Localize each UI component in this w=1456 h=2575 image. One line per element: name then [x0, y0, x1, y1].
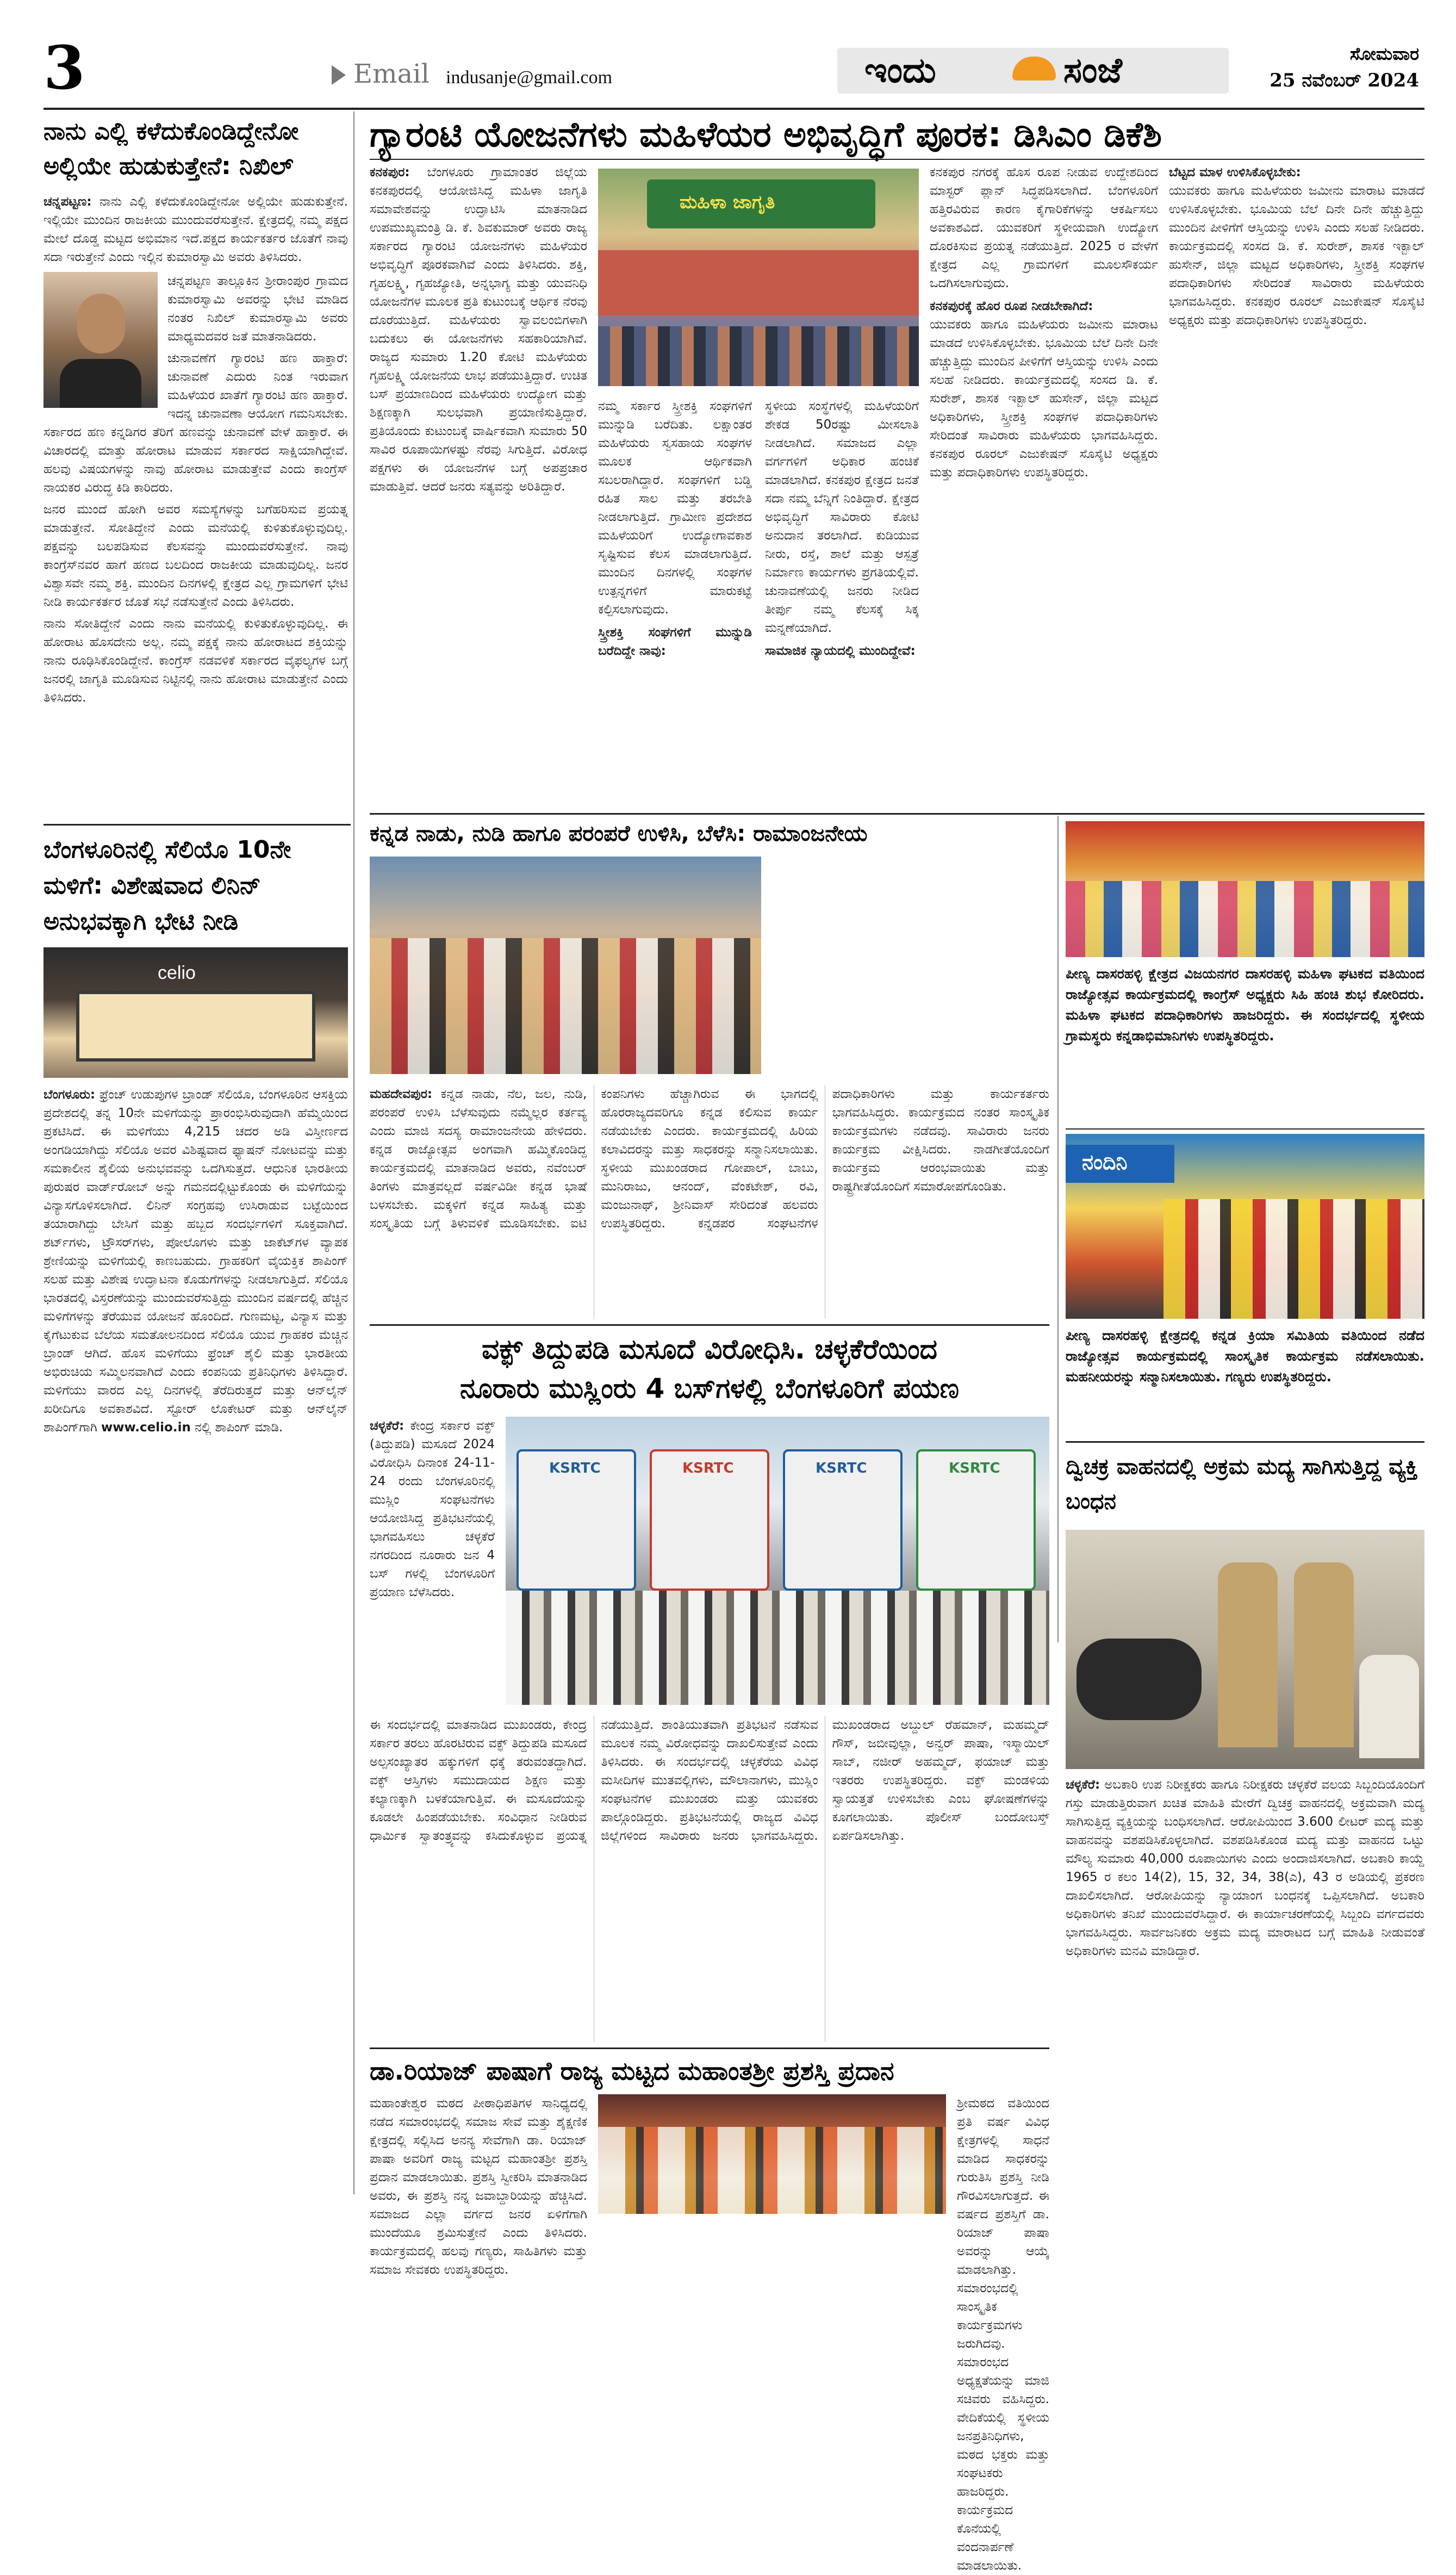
waqf-body: ಈ ಸಂದರ್ಭದಲ್ಲಿ ಮಾತನಾಡಿದ ಮುಖಂಡರು, ಕೇಂದ್ರ ಸರ್ಕಾರ ತರಲು ಹೊರಟಿರುವ ವಕ್ಫ್ ತಿದ್ದುಪಡಿ ಮಸೂದೆ ಅಲ್ಪಸಂಖ್ಯಾತರ ಹಕ್ಕುಗಳಿಗೆ ಧಕ್ಕೆ ತರುವಂತದ್ದಾಗಿದೆ. ವಕ್ಫ್ ಆಸ್ತಿಗಳು ಸಮುದಾಯದ ಶಿಕ್ಷಣ ಮತ್ತು ಕಲ್ಯಾಣಕ್ಕಾಗಿ ಬಳಕೆಯಾಗುತ್ತಿವೆ. ಈ ಮಸೂದೆಯನ್ನು ಕೂಡಲೇ ಹಿಂಪಡೆಯಬೇಕು. ಸಂವಿಧಾನ ನೀಡಿರುವ ಧಾರ್ಮಿಕ ಸ್ವಾತಂತ್ರ್ಯವನ್ನು ಕಸಿದುಕೊಳ್ಳುವ ಪ್ರಯತ್ನ ನಡೆಯುತ್ತಿದೆ. ಶಾಂತಿಯುತವಾಗಿ ಪ್ರತಿಭಟನೆ ನಡೆಸುವ ಮೂಲಕ ನಮ್ಮ ವಿರೋಧವನ್ನು ದಾಖಲಿಸುತ್ತೇವೆ ಎಂದು ತಿಳಿಸಿದರು. ಈ ಸಂದರ್ಭದಲ್ಲಿ ಚಳ್ಳಕೆರೆಯ ವಿವಿಧ ಮಸೀದಿಗಳ ಮುತವಲ್ಲಿಗಳು, ಮೌಲಾನಾಗಳು, ಮುಸ್ಲಿಂ ಸಂಘಟನೆಗಳ ಮುಖಂಡರು ಮತ್ತು ಯುವಕರು ಪಾಲ್ಗೊಂಡಿದ್ದರು. ಪ್ರತಿಭಟನೆಯಲ್ಲಿ ರಾಜ್ಯದ ವಿವಿಧ ಜಿಲ್ಲೆಗಳಿಂದ ಸಾವಿರಾರು ಜನರು ಭಾಗವಹಿಸಿದ್ದರು. ಮುಖಂಡರಾದ ಅಬ್ದುಲ್ ರೆಹಮಾನ್, ಮಹಮ್ಮದ್ ಗೌಸ್, ಜಬೀವುಲ್ಲಾ, ಅನ್ವರ್ ಪಾಷಾ, ಇಸ್ಮಾಯಿಲ್ ಸಾಬ್, ನಜೀರ್ ಅಹಮ್ಮದ್, ಫಯಾಜ್ ಮತ್ತು ಇತರರು ಉಪಸ್ಥಿತರಿದ್ದರು. ವಕ್ಫ್ ಮಂಡಳಿಯ ಸ್ವಾಯತ್ತತೆ ಉಳಿಸಬೇಕು ಎಂಬ ಘೋಷಣೆಗಳನ್ನು ಕೂಗಲಾಯಿತು. ಪೊಲೀಸ್ ಬಂದೋಬಸ್ತ್ ಏರ್ಪಡಿಸಲಾಗಿತ್ತು.: [370, 1718, 1049, 1843]
guarantee-stage: [598, 250, 919, 315]
guarantee-subhead3: ಕನಕಪುರಕ್ಕೆ ಹೊರ ರೂಪ ನೀಡಬೇಕಾಗಿದೆ:: [930, 299, 1093, 313]
guarantee-banner-text: ಮಹಿಳಾ ಜಾಗೃತಿ: [680, 191, 775, 213]
guarantee-headline: ಗ್ಯಾರಂಟಿ ಯೋಜನೆಗಳು ಮಹಿಳೆಯರ ಅಭಿವೃದ್ಧಿಗೆ ಪೂರಕ: ಡಿಸಿಎಂ ಡಿಕೆಶಿ: [370, 115, 1162, 155]
nikhil-para3: ಜನರ ಮುಂದೆ ಹೋಗಿ ಅವರ ಸಮಸ್ಯೆಗಳನ್ನು ಬಗೆಹರಿಸುವ ಪ್ರಯತ್ನ ಮಾಡುತ್ತೇನೆ. ಸೋತಿದ್ದೇನೆ ಎಂದು ಮನೆಯಲ್ಲಿ ಕುಳಿತುಕೊಳ್ಳುವುದಿಲ್ಲ. ಪಕ್ಷವನ್ನು ಬಲಪಡಿಸುವ ಕೆಲಸವನ್ನು ಮುಂದುವರೆಸುತ್ತೇನೆ. ನಾವು ಕಾಂಗ್ರೆಸ್‌ನವರ ಹಾಗೆ ಹಣದ ಬಲದಿಂದ ರಾಜಕೀಯ ಮಾಡುವುದಿಲ್ಲ. ಜನರ ವಿಶ್ವಾಸವೇ ನಮ್ಮ ಶಕ್ತಿ. ಮುಂದಿನ ದಿನಗಳಲ್ಲಿ ಕ್ಷೇತ್ರದ ಎಲ್ಲ ಗ್ರಾಮಗಳಿಗೆ ಭೇಟಿ ನೀಡಿ ಕಾರ್ಯಕರ್ತರ ಜೊತೆ ಸಭೆ ನಡೆಸುತ್ತೇನೆ ಎಂದು ತಿಳಿಸಿದರು.: [43, 502, 348, 609]
ramanjaneya-body-text: ಕನ್ನಡ ನಾಡು, ನೆಲ, ಜಲ, ನುಡಿ, ಪರಂಪರೆ ಉಳಿಸಿ ಬೆಳೆಸುವುದು ನಮ್ಮೆಲ್ಲರ ಕರ್ತವ್ಯ ಎಂದು ಮಾಜಿ ಸದಸ್ಯ ರಾಮಾಂಜನೇಯ ಹೇಳಿದರು. ಕನ್ನಡ ರಾಜ್ಯೋತ್ಸವ ಅಂಗವಾಗಿ ಹಮ್ಮಿಕೊಂಡಿದ್ದ ಕಾರ್ಯಕ್ರಮದಲ್ಲಿ ಮಾತನಾಡಿದ ಅವರು, ನವೆಂಬರ್ ತಿಂಗಳು ಮಾತ್ರವಲ್ಲದೆ ವರ್ಷವಿಡೀ ಕನ್ನಡ ಭಾಷೆ ಬಳಸಬೇಕು. ಮಕ್ಕಳಿಗೆ ಕನ್ನಡ ಸಾಹಿತ್ಯ ಮತ್ತು ಸಂಸ್ಕೃತಿಯ ಬಗ್ಗೆ ತಿಳುವಳಿಕೆ ಮೂಡಿಸಬೇಕು. ಐಟಿ ಕಂಪನಿಗಳು ಹೆಚ್ಚಾಗಿರುವ ಈ ಭಾಗದಲ್ಲಿ ಹೊರರಾಜ್ಯದವರಿಗೂ ಕನ್ನಡ ಕಲಿಸುವ ಕಾರ್ಯ ನಡೆಯಬೇಕು ಎಂದರು. ಕಾರ್ಯಕ್ರಮದಲ್ಲಿ ಹಿರಿಯ ಕಲಾವಿದರನ್ನು ಮತ್ತು ಸಾಧಕರನ್ನು ಸನ್ಮಾನಿಸಲಾಯಿತು. ಸ್ಥಳೀಯ ಮುಖಂಡರಾದ ಗೋಪಾಲ್, ಬಾಬು, ಮುನಿರಾಜು, ಆನಂದ್, ವೆಂಕಟೇಶ್, ರವಿ, ಮಂಜುನಾಥ್, ಶ್ರೀನಿವಾಸ್ ಸೇರಿದಂತೆ ಹಲವರು ಉಪಸ್ಥಿತರಿದ್ದರು. ಕನ್ನಡಪರ ಸಂಘಟನೆಗಳ ಪದಾಧಿಕಾರಿಗಳು ಮತ್ತು ಕಾರ್ಯಕರ್ತರು ಭಾಗವಹಿಸಿದ್ದರು. ಕಾರ್ಯಕ್ರಮದ ನಂತರ ಸಾಂಸ್ಕೃತಿಕ ಕಾರ್ಯಕ್ರಮಗಳು ನಡೆದವು. ಸಾವಿರಾರು ಜನರು ಕಾರ್ಯಕ್ರಮ ವೀಕ್ಷಿಸಿದರು. ನಾಡಗೀತೆಯೊಂದಿಗೆ ಕಾರ್ಯಕ್ರಮ ಆರಂಭವಾಯಿತು ಮತ್ತು ರಾಷ್ಟ್ರಗೀತೆಯೊಂದಿಗೆ ಸಮಾರೋಪಗೊಂಡಿತು.: [370, 1087, 1049, 1231]
guarantee-col2-text: ನಮ್ಮ ಸರ್ಕಾರ ಸ್ತ್ರೀಶಕ್ತಿ ಸಂಘಗಳಿಗೆ ಮುನ್ನುಡಿ ಬರೆದಿತು. ಲಕ್ಷಾಂತರ ಮಹಿಳೆಯರು ಸ್ವಸಹಾಯ ಸಂಘಗಳ ಮೂಲಕ ಆರ್ಥಿಕವಾಗಿ ಸಬಲರಾಗಿದ್ದಾರೆ. ಸಂಘಗಳಿಗೆ ಬಡ್ಡಿ ರಹಿತ ಸಾಲ ಮತ್ತು ತರಬೇತಿ ನೀಡಲಾಗುತ್ತಿದೆ. ಗ್ರಾಮೀಣ ಪ್ರದೇಶದ ಮಹಿಳೆಯರಿಗೆ ಉದ್ಯೋಗಾವಕಾಶ ಸೃಷ್ಟಿಸುವ ಕೆಲಸ ಮಾಡಲಾಗುತ್ತಿದೆ. ಮುಂದಿನ ದಿನಗಳಲ್ಲಿ ಸಂಘಗಳ ಉತ್ಪನ್ನಗಳಿಗೆ ಮಾರುಕಟ್ಟೆ ಕಲ್ಪಿಸಲಾಗುವುದು.: [598, 399, 752, 617]
celio-url[interactable]: www.celio.in: [101, 1420, 191, 1435]
celio-store-sign: celio: [158, 963, 196, 983]
arrest-bike: [1077, 1639, 1202, 1720]
waqf-story: [370, 1330, 1049, 2047]
masthead-date: 25 ನವೆಂಬರ್ 2024: [1270, 70, 1419, 91]
nikhil-para2: ಚುನಾವಣೆಗೆ ಗ್ಯಾರಂಟಿ ಹಣ ಹಾಕ್ತಾರೆ: ಚುನಾವಣೆ ಎದುರು ನಿಂತ ಇರುವಾಗ ಮಹಿಳೆಯರ ಖಾತೆಗೆ ಗ್ಯಾರಂಟಿ ಹಣ ಹಾಕ್ತಾರೆ. ಇದನ್ನ ಚುನಾವಣಾ ಆಯೋಗ ಗಮನಿಸಬೇಕು. ಸರ್ಕಾರದ ಹಣ ಕನ್ನಡಿಗರ ತೆರಿಗೆ ಹಣವನ್ನು ಚುನಾವಣೆ ವೇಳೆ ಹಾಕ್ತಾರೆ. ಈ ವಿಚಾರದಲ್ಲಿ ಮಾತ್ತು ಹೋರಾಟ ಮಾಡುವ ಸರ್ಕಾರದ ಸಾಕ್ಷಿಯಾಗಿದ್ದೇವೆ. ಹಲವು ವಿಷಯಗಳನ್ನು ನಾವು ಹೋರಾಟ ಮಾಡುತ್ತೇವೆ ಎಂದು ಕಾಂಗ್ರೆಸ್ ನಾಯಕರ ವಿರುದ್ಧ ಕಿಡಿ ಕಾರಿದರು.: [43, 351, 348, 495]
nikhil-portrait-photo: [43, 272, 158, 408]
celio-story: [43, 832, 348, 2181]
ramanjaneya-photo: [370, 857, 761, 1074]
award-story: [370, 2053, 1049, 2573]
arrest-headline: ದ್ವಿಚಕ್ರ ವಾಹನದಲ್ಲಿ ಅಕ್ರಮ ಮದ್ಯ ಸಾಗಿಸುತ್ತಿದ್ದ ವ್ಯಕ್ತಿ ಬಂಧನ: [1066, 1454, 1418, 1514]
waqf-lead-text: ಕೇಂದ್ರ ಸರ್ಕಾರ ವಕ್ಫ್ (ತಿದ್ದುಪಡಿ) ಮಸೂದೆ 2024 ವಿರೋಧಿಸಿ ದಿನಾಂಕ 24-11-24 ರಂದು ಬೆಂಗಳೂರಿನಲ್ಲಿ ಮುಸ್ಲಿಂ ಸಂಘಟನೆಗಳು ಆಯೋಜಿಸಿದ್ದ ಪ್ರತಿಭಟನೆಯಲ್ಲಿ ಭಾಗವಹಿಸಲು ಚಳ್ಳಕೆರೆ ನಗರದಿಂದ ನೂರಾರು ಜನ 4 ಬಸ್ ಗಳಲ್ಲಿ ಬೆಂಗಳೂರಿಗೆ ಪ್ರಯಾಣ ಬೆಳೆಸಿದರು.: [370, 1419, 495, 1599]
arrest-officer-1: [1218, 1562, 1278, 1747]
guarantee-col3: [930, 163, 1158, 810]
celio-url-suffix: ನಲ್ಲಿ ಶಾಪಿಂಗ್ ಮಾಡಿ.: [190, 1420, 283, 1435]
dasarahalli-photo: [1066, 821, 1424, 957]
arrest-dateline: ಚಳ್ಳಕೆರೆ:: [1066, 1778, 1100, 1792]
ramanjaneya-dateline: ಮಹದೇವಪುರ:: [370, 1087, 433, 1101]
ramanjaneya-story: [370, 818, 1049, 1321]
waqf-headline-line1: ವಕ್ಫ್ ತಿದ್ದುಪಡಿ ಮಸೂದೆ ವಿರೋಧಿಸಿ. ಚಳ್ಳಕೆರೆಯಿಂದ: [482, 1333, 937, 1365]
arrest-photo: [1066, 1530, 1424, 1769]
dasarahalli-caption: ಪೀಣ್ಯ ದಾಸರಹಳ್ಳಿ ಕ್ಷೇತ್ರದ ವಿಜಯನಗರ ದಾಸರಹಳ್ಳಿ ಮಹಿಳಾ ಘಟಕದ ವತಿಯಿಂದ ರಾಜ್ಯೋತ್ಸವ ಕಾರ್ಯಕ್ರಮದಲ್ಲಿ ಕಾಂಗ್ರೆಸ್ ಅಧ್ಯಕ್ಷರು ಸಿಹಿ ಹಂಚಿ ಶುಭ ಕೋರಿದರು. ಮಹಿಳಾ ಘಟಕದ ಪದಾಧಿಕಾರಿಗಳು ಹಾಜರಿದ್ದರು. ಈ ಸಂದರ್ಭದಲ್ಲಿ ಸ್ಥಳೀಯ ಗ್ರಾಮಸ್ಥರು ಕನ್ನಡಾಭಿಮಾನಿಗಳು ಉಪಸ್ಥಿತರಿದ್ದರು.: [1066, 966, 1424, 1044]
arrest-story: [1066, 1449, 1424, 2200]
left-column-divider: [353, 111, 354, 2194]
arrest-accused: [1359, 1655, 1419, 1758]
guarantee-bottom-rule: [370, 813, 1424, 815]
celio-store-window: [76, 991, 315, 1062]
paper-name-right: ಸಂಜೆ: [1063, 51, 1122, 91]
nandini-caption: ಪೀಣ್ಯ ದಾಸರಹಳ್ಳಿ ಕ್ಷೇತ್ರದಲ್ಲಿ ಕನ್ನಡ ಕ್ರಿಯಾ ಸಮಿತಿಯ ವತಿಯಿಂದ ನಡೆದ ರಾಜ್ಯೋತ್ಸವ ಕಾರ್ಯಕ್ರಮದಲ್ಲಿ ಸಾಂಸ್ಕೃತಿಕ ಕಾರ್ಯಕ್ರಮ ನಡೆಸಲಾಯಿತು. ಮಹನೀಯರನ್ನು ಸನ್ಮಾನಿಸಲಾಯಿತು. ಗಣ್ಯರು ಉಪಸ್ಥಿತರಿದ್ದರು.: [1066, 1327, 1424, 1385]
guarantee-story: [370, 163, 1424, 810]
right-column-divider: [1057, 816, 1059, 1642]
celio-body-text: ಫ್ರೆಂಚ್ ಉಡುಪುಗಳ ಬ್ರಾಂಡ್ ಸೆಲಿಯೊ, ಬೆಂಗಳೂರಿನ ಆಸಕ್ತಿಯ ಪ್ರದೇಶದಲ್ಲಿ ತನ್ನ 10ನೇ ಮಳಿಗೆಯನ್ನು ಪ್ರಾರಂಭಿಸಿರುವುದಾಗಿ ಹೆಮ್ಮೆಯಿಂದ ಪ್ರಕಟಿಸಿದೆ. ಈ ಮಳಿಗೆಯು 4,215 ಚದರ ಅಡಿ ವಿಸ್ತೀರ್ಣದ ಅಂಗಡಿಯಾಗಿದ್ದು ಸೆಲಿಯೊ ಅವರ ವಿಶಿಷ್ಟವಾದ ಫ್ಯಾಷನ್ ನೋಟವನ್ನು ಮತ್ತು ಸಮಕಾಲೀನ ಶೈಲಿಯ ಅನುಭವವನ್ನು ಒದಗಿಸುತ್ತದೆ. ಆಧುನಿಕ ಭಾರತೀಯ ಪುರುಷರ ವಾರ್ಡ್‌ರೋಬ್ ಅನ್ನು ಗಮನದಲ್ಲಿಟ್ಟುಕೊಂಡು ಈ ಮಳಿಗೆಯನ್ನು ವಿನ್ಯಾಸಗೊಳಿಸಲಾಗಿದೆ. ಲಿನಿನ್ ಸಂಗ್ರಹವು ಉಸಿರಾಡುವ ಬಟ್ಟೆಯಿಂದ ತಯಾರಾಗಿದ್ದು ಬೇಸಿಗೆ ಮತ್ತು ಹಬ್ಬದ ಸಂದರ್ಭಗಳಿಗೆ ಸೂಕ್ತವಾಗಿದೆ. ಶರ್ಟ್‌ಗಳು, ಟ್ರೌಸರ್‌ಗಳು, ಪೋಲೊಗಳು ಮತ್ತು ಜಾಕೆಟ್‌ಗಳ ವ್ಯಾಪಕ ಶ್ರೇಣಿಯನ್ನು ಮಳಿಗೆಯಲ್ಲಿ ಕಾಣಬಹುದು. ಗ್ರಾಹಕರಿಗೆ ವೈಯಕ್ತಿಕ ಶಾಪಿಂಗ್ ಸಲಹೆ ಮತ್ತು ವಿಶೇಷ ಉದ್ಘಾಟನಾ ಕೊಡುಗೆಗಳನ್ನು ನೀಡಲಾಗುತ್ತಿದೆ. ಸೆಲಿಯೊ ಭಾರತದಲ್ಲಿ ವಿಸ್ತರಣೆಯನ್ನು ಮುಂದುವರೆಸುತ್ತಿದ್ದು ಮುಂದಿನ ವರ್ಷದಲ್ಲಿ ಹೆಚ್ಚಿನ ಮಳಿಗೆಗಳನ್ನು ತೆರೆಯುವ ಯೋಜನೆ ಹೊಂದಿದೆ. ಗುಣಮಟ್ಟ, ವಿನ್ಯಾಸ ಮತ್ತು ಕೈಗೆಟುಕುವ ಬೆಲೆಯ ಸಮತೋಲನದಿಂದ ಸೆಲಿಯೊ ಯುವ ಗ್ರಾಹಕರ ಮೆಚ್ಚಿನ ಬ್ರಾಂಡ್ ಆಗಿದೆ. ಹೊಸ ಮಳಿಗೆಯು ಫ್ರೆಂಚ್ ಶೈಲಿ ಮತ್ತು ಭಾರತೀಯ ಅಭಿರುಚಿಯ ಸಮ್ಮಿಲನವಾಗಿದೆ ಎಂದು ಕಂಪನಿಯ ಪ್ರತಿನಿಧಿಗಳು ತಿಳಿಸಿದ್ದಾರೆ. ಮಳಿಗೆಯು ವಾರದ ಎಲ್ಲ ದಿನಗಳಲ್ಲಿ ತೆರೆದಿರುತ್ತದೆ ಮತ್ತು ಆನ್‌ಲೈನ್ ಖರೀದಿಗೂ ಅವಕಾಶವಿದೆ. ಸ್ಟೋರ್ ಲೊಕೇಟರ್ ಮತ್ತು ಆನ್‌ಲೈನ್ ಶಾಪಿಂಗ್‌ಗಾಗಿ: [43, 1088, 349, 1435]
guarantee-photo: [598, 169, 919, 386]
bus-label-4: KSRTC: [949, 1460, 1000, 1476]
guarantee-col4: [1169, 163, 1424, 810]
bus-label-3: KSRTC: [816, 1460, 867, 1476]
bus-label-2: KSRTC: [682, 1460, 734, 1476]
nandini-bottom-rule: [1066, 1441, 1424, 1443]
dasarahalli-people: [1066, 881, 1424, 957]
masthead-rule: [43, 108, 1424, 110]
arrest-officer-2: [1294, 1562, 1354, 1747]
guarantee-dateline: ಕನಕಪುರ:: [370, 165, 410, 179]
nikhil-para4: ನಾನು ಸೋತಿದ್ದೇನೆ ಎಂದು ನಾನು ಮನೆಯಲ್ಲಿ ಕುಳಿತುಕೊಳ್ಳುವುದಿಲ್ಲ. ಈ ಹೋರಾಟ ಹೊಸದೇನು ಅಲ್ಲ. ನಮ್ಮ ಪಕ್ಷಕ್ಕೆ ನಾನು ಹೋರಾಟದ ಶಕ್ತಿಯನ್ನು ನಾನು ರೂಢಿಸಿಕೊಂಡಿದ್ದೇನೆ. ಕಾಂಗ್ರೆಸ್ ನಡವಳಿಕೆ ಸರ್ಕಾರದ ವೈಫಲ್ಯಗಳ ಬಗ್ಗೆ ಜನರಲ್ಲಿ ಜಾಗೃತಿ ಮೂಡಿಸುವ ನಿಟ್ಟಿನಲ್ಲಿ ನಾನು ಹೋರಾಟ ಮಾಡುತ್ತೇನೆ ಎಂದು ತಿಳಿಸಿದರು.: [43, 617, 348, 705]
guarantee-subhead4: ಬೆಟ್ಟದ ಮಾಳ ಉಳಿಸಿಕೊಳ್ಳಬೇಕು:: [1169, 165, 1301, 179]
nikhil-lead-text: ನಾನು ಎಲ್ಲಿ ಕಳೆದುಕೊಂಡಿದ್ದೇನೋ ಅಲ್ಲಿಯೇ ಹುಡುಕುತ್ತೇನೆ. ಇಲ್ಲಿಯೇ ಮುಂದಿನ ರಾಜಕೀಯ ಮುಂದುವರೆಸುತ್ತೇನೆ. ಕ್ಷೇತ್ರದಲ್ಲಿ ನಮ್ಮ ಪಕ್ಷದ ಮೇಲೆ ದೊಡ್ಡ ಮಟ್ಟದ ಅಭಿಮಾನ ಇದೆ.ಪಕ್ಷದ ಕಾರ್ಯಕರ್ತರ ಜೊತೆಗೆ ನಾವು ಸದಾ ಇರುತ್ತೇನೆ ಎಂದು ಇಲ್ಲಿನ ಕುಮಾರಸ್ವಾಮಿ ಅವರು ತಿಳಿಸಿದರು.: [43, 195, 348, 264]
waqf-headline-line2: ನೂರಾರು ಮುಸ್ಲಿಂರು 4 ಬಸ್‌ಗಳಲ್ಲಿ ಬೆಂಗಳೂರಿಗೆ ಪಯಣ: [460, 1373, 959, 1404]
page-number: 3: [43, 33, 85, 103]
guarantee-col5-text: ಯುವಕರು ಹಾಗೂ ಮಹಿಳೆಯರು ಜಮೀನು ಮಾರಾಟ ಮಾಡದೆ ಉಳಿಸಿಕೊಳ್ಳಬೇಕು. ಭೂಮಿಯ ಬೆಲೆ ದಿನೇ ದಿನೇ ಹೆಚ್ಚುತ್ತಿದ್ದು ಮುಂದಿನ ಪೀಳಿಗೆಗೆ ಆಸ್ತಿಯನ್ನು ಉಳಿಸಿ ಎಂದು ಸಲಹೆ ನೀಡಿದರು. ಕಾರ್ಯಕ್ರಮದಲ್ಲಿ ಸಂಸದ ಡಿ. ಕೆ. ಸುರೇಶ್, ಶಾಸಕ ಇಕ್ಬಾಲ್ ಹುಸೇನ್, ಜಿಲ್ಲಾ ಮಟ್ಟದ ಅಧಿಕಾರಿಗಳು, ಸ್ತ್ರೀಶಕ್ತಿ ಸಂಘಗಳ ಪದಾಧಿಕಾರಿಗಳು ಸೇರಿದಂತೆ ಸಾವಿರಾರು ಮಹಿಳೆಯರು ಭಾಗವಹಿಸಿದ್ದರು. ಕನಕಪುರ ರೂರಲ್ ಎಜುಕೇಷನ್ ಸೊಸೈಟಿ ಅಧ್ಯಕ್ಷರು ಮತ್ತು ಪದಾಧಿಕಾರಿಗಳು ಉಪಸ್ಥಿತರಿದ್ದರು.: [1169, 184, 1424, 327]
nikhil-bottom-rule: [43, 824, 351, 826]
masthead-weekday: ಸೋಮವಾರ: [1349, 44, 1419, 64]
nikhil-headline: ನಾನು ಎಲ್ಲಿ ಕಳೆದುಕೊಂಡಿದ್ದೇನೋ ಅಲ್ಲಿಯೇ ಹುಡುಕುತ್ತೇನೆ: ನಿಖಿಲ್: [43, 117, 299, 180]
waqf-crowd: [506, 1591, 1049, 1705]
guarantee-col1-text: ಬೆಂಗಳೂರು ಗ್ರಾಮಾಂತರ ಜಿಲ್ಲೆಯ ಕನಕಪುರದಲ್ಲಿ ಆಯೋಜಿಸಿದ್ದ ಮಹಿಳಾ ಜಾಗೃತಿ ಸಮಾವೇಶವನ್ನು ಉದ್ಘಾಟಿಸಿ ಮಾತನಾಡಿದ ಉಪಮುಖ್ಯಮಂತ್ರಿ ಡಿ. ಕೆ. ಶಿವಕುಮಾರ್ ಅವರು ರಾಜ್ಯ ಸರ್ಕಾರದ ಗ್ಯಾರಂಟಿ ಯೋಜನೆಗಳು ಮಹಿಳೆಯರ ಅಭಿವೃದ್ಧಿಗೆ ಪೂರಕವಾಗಿವೆ ಎಂದು ತಿಳಿಸಿದರು. ಶಕ್ತಿ, ಗೃಹಲಕ್ಷ್ಮಿ, ಗೃಹಜ್ಯೋತಿ, ಅನ್ನಭಾಗ್ಯ ಮತ್ತು ಯುವನಿಧಿ ಯೋಜನೆಗಳ ಮೂಲಕ ಪ್ರತಿ ಕುಟುಂಬಕ್ಕೆ ಆರ್ಥಿಕ ನೆರವು ದೊರೆಯುತ್ತಿದೆ. ಮಹಿಳೆಯರು ಸ್ವಾವಲಂಬಿಗಳಾಗಿ ಬದುಕಲು ಈ ಯೋಜನೆಗಳು ಸಹಕಾರಿಯಾಗಿವೆ. ರಾಜ್ಯದ ಸುಮಾರು 1.20 ಕೋಟಿ ಮಹಿಳೆಯರು ಗೃಹಲಕ್ಷ್ಮಿ ಯೋಜನೆಯ ಲಾಭ ಪಡೆಯುತ್ತಿದ್ದಾರೆ. ಉಚಿತ ಬಸ್ ಪ್ರಯಾಣದಿಂದ ಮಹಿಳೆಯರು ಉದ್ಯೋಗ ಮತ್ತು ಶಿಕ್ಷಣಕ್ಕಾಗಿ ಸುಲಭವಾಗಿ ಪ್ರಯಾಣಿಸುತ್ತಿದ್ದಾರೆ. ಪ್ರತಿಯೊಂದು ಕುಟುಂಬಕ್ಕೆ ವಾರ್ಷಿಕವಾಗಿ ಸುಮಾರು 50 ಸಾವಿರ ರೂಪಾಯಿಗಳಷ್ಟು ನೆರವು ಸಿಗುತ್ತಿದೆ. ವಿರೋಧ ಪಕ್ಷಗಳು ಈ ಯೋಜನೆಗಳ ಬಗ್ಗೆ ಅಪಪ್ರಚಾರ ಮಾಡುತ್ತಿವೆ. ಆದರೆ ಜನರು ಸತ್ಯವನ್ನು ಅರಿತಿದ್ದಾರೆ.: [370, 165, 587, 494]
ramanjaneya-body: [370, 1085, 1049, 1319]
email-address: indusanje@gmail.com: [446, 67, 613, 88]
nandini-story: [1066, 1134, 1424, 1438]
award-people: [598, 2127, 946, 2214]
nikhil-dateline: ಚನ್ನಪಟ್ಟಣ:: [43, 195, 92, 209]
waqf-lead: [370, 1417, 495, 1710]
celio-store-photo: [43, 947, 348, 1078]
ramanjaneya-headline: ಕನ್ನಡ ನಾಡು, ನುಡಿ ಹಾಗೂ ಪರಂಪರೆ ಉಳಿಸಿ, ಬೆಳೆಸಿ: ರಾಮಾಂಜನೇಯ: [370, 821, 868, 846]
celio-body: [43, 1085, 348, 2200]
nandini-sign: ನಂದಿನಿ: [1082, 1150, 1128, 1174]
bus-label-1: KSRTC: [549, 1460, 601, 1476]
award-photo: [598, 2094, 946, 2214]
award-col-left: ಮಹಾಂತೇಶ್ವರ ಮಠದ ಪೀಠಾಧಿಪತಿಗಳ ಸಾನಿಧ್ಯದಲ್ಲಿ ನಡೆದ ಸಮಾರಂಭದಲ್ಲಿ ಸಮಾಜ ಸೇವೆ ಮತ್ತು ಶೈಕ್ಷಣಿಕ ಕ್ಷೇತ್ರದಲ್ಲಿ ಸಲ್ಲಿಸಿದ ಅನನ್ಯ ಸೇವೆಗಾಗಿ ಡಾ. ರಿಯಾಜ್ ಪಾಷಾ ಅವರಿಗೆ ರಾಜ್ಯ ಮಟ್ಟದ ಮಹಾಂತಶ್ರೀ ಪ್ರಶಸ್ತಿ ಪ್ರದಾನ ಮಾಡಲಾಯಿತು. ಪ್ರಶಸ್ತಿ ಸ್ವೀಕರಿಸಿ ಮಾತನಾಡಿದ ಅವರು, ಈ ಪ್ರಶಸ್ತಿ ನನ್ನ ಜವಾಬ್ದಾರಿಯನ್ನು ಹೆಚ್ಚಿಸಿದೆ. ಸಮಾಜದ ಎಲ್ಲಾ ವರ್ಗದ ಜನರ ಏಳಿಗೆಗಾಗಿ ಮುಂದೆಯೂ ಶ್ರಮಿಸುತ್ತೇನೆ ಎಂದು ತಿಳಿಸಿದರು. ಕಾರ್ಯಕ್ರಮದಲ್ಲಿ ಹಲವು ಗಣ್ಯರು, ಸಾಹಿತಿಗಳು ಮತ್ತು ಸಮಾಜ ಸೇವಕರು ಉಪಸ್ಥಿತರಿದ್ದರು.: [370, 2096, 587, 2277]
ramanjaneya-crowd: [370, 938, 761, 1074]
email-arrow-icon: [332, 65, 346, 85]
nikhil-para1: ಚನ್ನಪಟ್ಟಣ ತಾಲ್ಲೂಕಿನ ಶ್ರೀರಾಂಪುರ ಗ್ರಾಮದ ಕುಮಾರಸ್ವಾಮಿ ಅವರನ್ನು ಭೇಟಿ ಮಾಡಿದ ನಂತರ ನಿಖಿಲ್ ಕುಮಾರಸ್ವಾಮಿ ಅವರು ಮಾಧ್ಯಮದವರ ಜತೆ ಮಾತನಾಡಿದರು.: [167, 274, 348, 344]
arrest-body: [1066, 1776, 1424, 2194]
dasarahalli-bottom-rule: [1066, 1128, 1424, 1130]
portrait-shirt: [60, 359, 141, 408]
guarantee-headline-rule: [370, 159, 1424, 160]
nikhil-story: [43, 114, 348, 821]
guarantee-audience: [598, 326, 919, 386]
ramanjaneya-side-text: [772, 857, 1049, 1074]
guarantee-subhead1: ಸ್ತ್ರೀಶಕ್ತಿ ಸಂಘಗಳಿಗೆ ಮುನ್ನುಡಿ ಬರೆದಿದ್ದೇ ನಾವು:: [598, 625, 752, 658]
paper-name-left: ಇಂದು: [864, 51, 936, 91]
masthead: [0, 0, 1456, 103]
portrait-face: [77, 294, 125, 353]
waqf-dateline: ಚಳ್ಳಕೆರೆ:: [370, 1419, 405, 1433]
nikhil-lead: [43, 193, 348, 266]
nandini-photo: [1066, 1134, 1424, 1319]
waqf-bus-photo: [506, 1417, 1049, 1705]
guarantee-col4-text: ಕನಕಪುರ ನಗರಕ್ಕೆ ಹೊಸ ರೂಪ ನೀಡುವ ಉದ್ದೇಶದಿಂದ ಮಾಸ್ಟರ್ ಪ್ಲಾನ್ ಸಿದ್ಧಪಡಿಸಲಾಗಿದೆ. ಬೆಂಗಳೂರಿಗೆ ಹತ್ತಿರವಿರುವ ಕಾರಣ ಕೈಗಾರಿಕೆಗಳನ್ನು ಆಕರ್ಷಿಸಲು ಅವಕಾಶವಿದೆ. ಯುವಕರಿಗೆ ಸ್ಥಳೀಯವಾಗಿ ಉದ್ಯೋಗ ದೊರಕಿಸುವ ಪ್ರಯತ್ನ ನಡೆಯುತ್ತಿದೆ. 2025 ರ ವೇಳೆಗೆ ಕ್ಷೇತ್ರದ ಎಲ್ಲ ಗ್ರಾಮಗಳಿಗೆ ಮೂಲಸೌಕರ್ಯ ಒದಗಿಸಲಾಗುವುದು.: [930, 165, 1158, 290]
dasarahalli-story: [1066, 821, 1424, 1126]
guarantee-col1: [370, 163, 587, 810]
ramanjaneya-bottom-rule: [370, 1324, 1049, 1326]
guarantee-col4b-text: ಯುವಕರು ಹಾಗೂ ಮಹಿಳೆಯರು ಜಮೀನು ಮಾರಾಟ ಮಾಡದೆ ಉಳಿಸಿಕೊಳ್ಳಬೇಕು. ಭೂಮಿಯ ಬೆಲೆ ದಿನೇ ದಿನೇ ಹೆಚ್ಚುತ್ತಿದ್ದು ಮುಂದಿನ ಪೀಳಿಗೆಗೆ ಆಸ್ತಿಯನ್ನು ಉಳಿಸಿ ಎಂದು ಸಲಹೆ ನೀಡಿದರು. ಕಾರ್ಯಕ್ರಮದಲ್ಲಿ ಸಂಸದ ಡಿ. ಕೆ. ಸುರೇಶ್, ಶಾಸಕ ಇಕ್ಬಾಲ್ ಹುಸೇನ್, ಜಿಲ್ಲಾ ಮಟ್ಟದ ಅಧಿಕಾರಿಗಳು, ಸ್ತ್ರೀಶಕ್ತಿ ಸಂಘಗಳ ಪದಾಧಿಕಾರಿಗಳು ಸೇರಿದಂತೆ ಸಾವಿರಾರು ಮಹಿಳೆಯರು ಭಾಗವಹಿಸಿದ್ದರು. ಕನಕಪುರ ರೂರಲ್ ಎಜುಕೇಷನ್ ಸೊಸೈಟಿ ಅಧ್ಯಕ್ಷರು ಮತ್ತು ಪದಾಧಿಕಾರಿಗಳು ಉಪಸ್ಥಿತರಿದ್ದರು.: [930, 318, 1158, 480]
guarantee-col2-block: [598, 397, 919, 810]
guarantee-subhead2: ಸಾಮಾಜಿಕ ನ್ಯಾಯದಲ್ಲಿ ಮುಂದಿದ್ದೇವೆ:: [765, 644, 916, 658]
guarantee-col3-text: ಸ್ಥಳೀಯ ಸಂಸ್ಥೆಗಳಲ್ಲಿ ಮಹಿಳೆಯರಿಗೆ ಶೇಕಡ 50ರಷ್ಟು ಮೀಸಲಾತಿ ನೀಡಲಾಗಿದೆ. ಸಮಾಜದ ಎಲ್ಲಾ ವರ್ಗಗಳಿಗೆ ಅಧಿಕಾರ ಹಂಚಿಕೆ ಮಾಡಲಾಗಿದೆ. ಕನಕಪುರ ಕ್ಷೇತ್ರದ ಜನತೆ ಸದಾ ನಮ್ಮ ಬೆನ್ನಿಗೆ ನಿಂತಿದ್ದಾರೆ. ಕ್ಷೇತ್ರದ ಅಭಿವೃದ್ಧಿಗೆ ಸಾವಿರಾರು ಕೋಟಿ ಅನುದಾನ ತರಲಾಗಿದೆ. ಕುಡಿಯುವ ನೀರು, ರಸ್ತೆ, ಶಾಲೆ ಮತ್ತು ಆಸ್ಪತ್ರೆ ನಿರ್ಮಾಣ ಕಾರ್ಯಗಳು ಪ್ರಗತಿಯಲ್ಲಿವೆ. ಚುನಾವಣೆಯಲ್ಲಿ ಜನರು ನೀಡಿದ ತೀರ್ಪು ನಮ್ಮ ಕೆಲಸಕ್ಕೆ ಸಿಕ್ಕ ಮನ್ನಣೆಯಾಗಿದೆ.: [765, 399, 919, 635]
celio-headline: ಬೆಂಗಳೂರಿನಲ್ಲಿ ಸೆಲಿಯೊ 10ನೇ ಮಳಿಗೆ: ವಿಶೇಷವಾದ ಲಿನಿನ್ ಅನುಭವಕ್ಕಾಗಿ ಭೇಟಿ ನೀಡಿ: [43, 836, 291, 935]
waqf-bottom-rule: [370, 2047, 1049, 2049]
arrest-body-text: ಅಬಕಾರಿ ಉಪ ನಿರೀಕ್ಷಕರು ಹಾಗೂ ನಿರೀಕ್ಷಕರು ಚಳ್ಳಕೆರೆ ವಲಯ ಸಿಬ್ಬಂದಿಯೊಂದಿಗೆ ಗಸ್ತು ಮಾಡುತ್ತಿರುವಾಗ ಖಚಿತ ಮಾಹಿತಿ ಮೇರೆಗೆ ದ್ವಿಚಕ್ರ ವಾಹನದಲ್ಲಿ ಅಕ್ರಮವಾಗಿ ಮದ್ಯ ಸಾಗಿಸುತ್ತಿದ್ದ ವ್ಯಕ್ತಿಯನ್ನು ಬಂಧಿಸಲಾಗಿದೆ. ಆರೋಪಿಯಿಂದ 3.600 ಲೀಟರ್ ಮದ್ಯ ಮತ್ತು ವಾಹನವನ್ನು ವಶಪಡಿಸಿಕೊಳ್ಳಲಾಗಿದೆ. ವಶಪಡಿಸಿಕೊಂಡ ಮದ್ಯ ಮತ್ತು ವಾಹನದ ಒಟ್ಟು ಮೌಲ್ಯ ಸುಮಾರು 40,000 ರೂಪಾಯಿಗಳು ಎಂದು ಅಂದಾಜಿಸಲಾಗಿದೆ. ಅಬಕಾರಿ ಕಾಯ್ದೆ 1965 ರ ಕಲಂ 14(2), 15, 32, 34, 38(ಎ), 43 ರ ಅಡಿಯಲ್ಲಿ ಪ್ರಕರಣ ದಾಖಲಿಸಲಾಗಿದೆ. ಆರೋಪಿಯನ್ನು ನ್ಯಾಯಾಂಗ ಬಂಧನಕ್ಕೆ ಒಪ್ಪಿಸಲಾಗಿದೆ. ಅಬಕಾರಿ ಅಧಿಕಾರಿಗಳು ತನಿಖೆ ಮುಂದುವರೆಸಿದ್ದಾರೆ. ಈ ಕಾರ್ಯಾಚರಣೆಯಲ್ಲಿ ಸಿಬ್ಬಂದಿ ವರ್ಗದವರು ಭಾಗವಹಿಸಿದ್ದರು. ಸಾರ್ವಜನಿಕರು ಅಕ್ರಮ ಮದ್ಯ ಮಾರಾಟದ ಬಗ್ಗೆ ಮಾಹಿತಿ ನೀಡುವಂತೆ ಅಧಿಕಾರಿಗಳು ಮನವಿ ಮಾಡಿದ್ದಾರೆ.: [1066, 1778, 1424, 1958]
nandini-people: [1163, 1199, 1424, 1319]
celio-dateline: ಬೆಂಗಳೂರು:: [43, 1088, 96, 1102]
award-headline: ಡಾ.ರಿಯಾಜ್ ಪಾಷಾಗೆ ರಾಜ್ಯ ಮಟ್ಟದ ಮಹಾಂತಶ್ರೀ ಪ್ರಶಸ್ತಿ ಪ್ರದಾನ: [370, 2056, 894, 2086]
email-label: Email: [353, 59, 430, 89]
award-col-right: ಶ್ರೀಮಠದ ವತಿಯಿಂದ ಪ್ರತಿ ವರ್ಷ ವಿವಿಧ ಕ್ಷೇತ್ರಗಳಲ್ಲಿ ಸಾಧನೆ ಮಾಡಿದ ಸಾಧಕರನ್ನು ಗುರುತಿಸಿ ಪ್ರಶಸ್ತಿ ನೀಡಿ ಗೌರವಿಸಲಾಗುತ್ತದೆ. ಈ ವರ್ಷದ ಪ್ರಶಸ್ತಿಗೆ ಡಾ. ರಿಯಾಜ್ ಪಾಷಾ ಅವರನ್ನು ಆಯ್ಕೆ ಮಾಡಲಾಗಿತ್ತು. ಸಮಾರಂಭದಲ್ಲಿ ಸಾಂಸ್ಕೃತಿಕ ಕಾರ್ಯಕ್ರಮಗಳು ಜರುಗಿದವು. ಸಮಾರಂಭದ ಅಧ್ಯಕ್ಷತೆಯನ್ನು ಮಾಜಿ ಸಚಿವರು ವಹಿಸಿದ್ದರು. ವೇದಿಕೆಯಲ್ಲಿ ಸ್ಥಳೀಯ ಜನಪ್ರತಿನಿಧಿಗಳು, ಮಠದ ಭಕ್ತರು ಮತ್ತು ಸಂಘಟಕರು ಹಾಜರಿದ್ದರು. ಕಾರ್ಯಕ್ರಮದ ಕೊನೆಯಲ್ಲಿ ವಂದನಾರ್ಪಣೆ ಮಾಡಲಾಯಿತು.: [957, 2096, 1049, 2573]
